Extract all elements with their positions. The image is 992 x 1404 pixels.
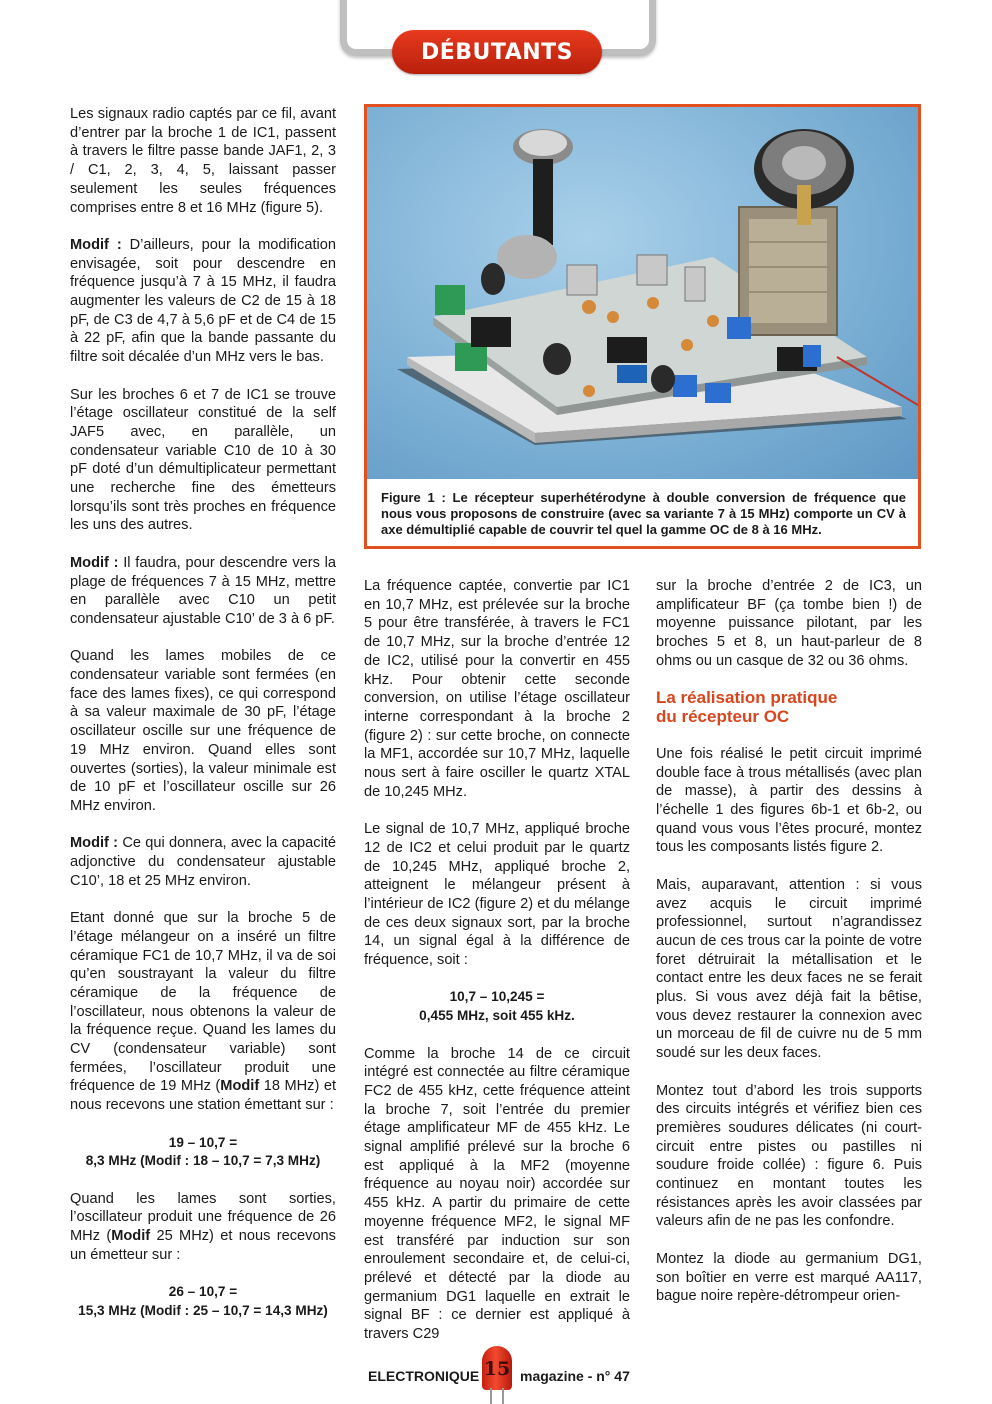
formula [70, 1134, 336, 1171]
magazine-name: ELECTRONIQUE [368, 1368, 480, 1384]
led-leg [502, 1388, 504, 1404]
formula-line: 8,3 MHz (Modif : 18 – 10,7 = 7,3 MHz) [85, 1153, 321, 1169]
section-heading [656, 689, 922, 726]
receiver-photo [367, 107, 918, 479]
paragraph-text: 18 MHz) et nous recevons une station émettant sur : [70, 1078, 337, 1114]
paragraph: Montez tout d’abord les trois supports des circuits intégrés et vérifiez bien ces premières soudures délicates (ni court-circuit entre pistes ou pastilles ni soudure froide collée) : figure 6. Puis continuez en montant toutes les résistances après les avoir classées par valeurs afin de ne pas les confondre. [656, 1082, 922, 1230]
paragraph: Mais, auparavant, attention : si vous avez acquis le circuit imprimé professionnel, surtout n’agrandissez aucun de ces trous car la pointe de votre foret détruirait la métallisation et le contact entre les deux faces ne se ferait plus. Si vous avez déjà fait la bêtise, vous devez restaurer la connexion avec un morceau de fil de cuivre nu de 5 mm soudé sur les deux faces. [656, 876, 922, 1062]
text-column-1 [70, 105, 336, 1321]
paragraph [70, 1190, 336, 1265]
formula-line: 10,7 – 10,245 = [449, 989, 545, 1005]
section-badge [392, 30, 602, 74]
paragraph [70, 236, 336, 367]
paragraph: sur la broche d’entrée 2 de IC3, un amplificateur BF (ça tombe bien !) de moyenne puissance pilotant, par les broches 5 et 8, un haut-parleur de 8 ohms ou un casque de 32 ou 36 ohms. [656, 578, 922, 669]
paragraph: Les signaux radio captés par ce fil, avant d’entrer par la broche 1 de IC1, passent à travers le filtre passe bande JAF1, 2, 3 / C1, 2, 3, 4, 5, laissant passer seulement les seules fréquences comprises entre 8 et 16 MHz (figure 5). [70, 106, 336, 216]
paragraph-text: Ce qui donnera, avec la capacité adjonctive du condensateur ajustable C10’, 18 et 25 MHz environ. [70, 835, 336, 889]
paragraph-text: D’ailleurs, pour la modification envisagée, soit pour descendre en fréquence jusqu’à 7 à 15 MHz, il faudra augmenter les valeurs de C2 de 15 à 18 pF, de C3 de 4,7 à 5,6 pF et de C4 de 15 à 22 pF, afin que la bande passante du filtre soit décalée d’un MHz vers le bas. [70, 236, 336, 366]
figure-caption: Figure 1 : Le récepteur superhétérodyne à double conversion de fréquence que nous vous proposons de construire (avec sa variante 7 à 15 MHz) comporte un CV à axe démultiplié capable de couvrir tel quel la gamme OC de 8 à 16 MHz. [381, 490, 906, 537]
paragraph: Le signal de 10,7 MHz, appliqué broche 12 de IC2 et celui produit par le quartz de 10,245 MHz, appliqué broche 2, atteignent le mélangeur présent à l’intérieur de IC2 (figure 2) et du mélange de ces deux signaux sort, par la broche 14, un signal égal à la différence de fréquence, soit : [364, 821, 630, 969]
formula-line: 26 – 10,7 = [168, 1284, 238, 1300]
formula-line: 0,455 MHz, soit 455 kHz. [419, 1008, 575, 1024]
formula [364, 988, 630, 1025]
paragraph [70, 909, 336, 1115]
paragraph: La fréquence captée, convertie par IC1 en 10,7 MHz, est prélevée sur la broche 5 pour être transférée, à travers le FC1 de 10,7 MHz, sur la broche d’entrée 12 de IC2, utilisé pour la convertir en 455 kHz. Pour obtenir cette seconde conversion, on utilise l’étage oscillateur interne correspondant à la broche 2 (figure 2) : sur cette broche, on connecte la MF1, accordée sur 10,7 MHz, laquelle nous sert à faire osciller le quartz XTAL de 10,245 MHz. [364, 578, 630, 800]
paragraph: Comme la broche 14 de ce circuit intégré est connectée au filtre céramique FC2 de 455 kHz, cette fréquence atteint la broche 7, soit l’entrée du premier étage amplificateur MF de 455 kHz. Le signal amplifié prélevé sur la broche 6 est appliqué à la MF2 (moyenne fréquence au noyau noir) accordée sur 455 kHz. A partir du primaire de cette moyenne fréquence MF2, le signal MF est transféré par induction sur son enroulement secondaire et, de celui-ci, prélevé et détecté par la diode au germanium DG1 laquelle en extrait le signal BF : ce dernier est appliqué à travers C29 [364, 1045, 630, 1343]
modif-label: Modif : [70, 236, 122, 253]
modif-label: Modif [111, 1228, 151, 1245]
modif-label: Modif : [70, 554, 119, 571]
modif-label: Modif : [70, 835, 119, 852]
text-column-3 [656, 577, 922, 1306]
paragraph-text: Etant donné que sur la broche 5 de l’étage mélangeur on a inséré un filtre céramique FC1 de 10,7 MHz, il va de soi qu’en soustrayant la valeur du filtre céramique de la fréquence de l’oscillateur, nous obtenons la valeur de la fréquence reçue. Quand les lames du CV (condensateur variable) sont fermées, l’oscillateur produit une fréquence de 19 MHz ( [70, 910, 336, 1095]
heading-line: La réalisation pratique [656, 688, 838, 708]
formula-line: 15,3 MHz (Modif : 25 – 10,7 = 14,3 MHz) [78, 1302, 328, 1318]
paragraph-text: Il faudra, pour descendre vers la plage de fréquences 7 à 15 MHz, mettre en parallèle avec C10 un petit condensateur ajustable C10’ de 3 à 6 pF. [70, 554, 336, 627]
magazine-issue: magazine - n° 47 [520, 1368, 630, 1384]
page-footer [0, 1330, 992, 1404]
paragraph: Quand les lames mobiles de ce condensateur variable sont fermées (en face des lames fixes), ce qui correspond à sa valeur maximale de 30 pF, l’étage oscillateur oscille sur une fréquence de 19 MHz environ. Quand elles sont ouvertes (sorties), la valeur minimale est de 10 pF et l’oscillateur oscille sur 26 MHz environ. [70, 648, 336, 814]
section-title: DÉBUTANTS [420, 39, 573, 65]
led-leg [490, 1388, 492, 1404]
paragraph: Sur les broches 6 et 7 de IC1 se trouve l’étage oscillateur constitué de la self JAF5 avec, en parallèle, un condensateur variable C10 de 10 à 30 pF doté d’un démultiplicateur permettant une recherche fine des émetteurs lorsqu’ils sont très proches en fréquence les uns des autres. [70, 386, 336, 534]
pcb-illustration [367, 107, 918, 479]
paragraph-text: Quand les lames sont sorties, l’oscillateur produit une fréquence de 26 MHz ( [70, 1190, 336, 1245]
text-column-2 [364, 577, 630, 1344]
paragraph: Montez la diode au germanium DG1, son boîtier en verre est marqué AA117, bague noire repère-détrompeur orien- [656, 1250, 922, 1305]
issue-number: 15 [483, 1358, 511, 1380]
heading-line: du récepteur OC [656, 706, 790, 726]
modif-label: Modif [220, 1078, 260, 1095]
paragraph [70, 834, 336, 890]
paragraph [70, 554, 336, 629]
formula-line: 19 – 10,7 = [168, 1134, 238, 1150]
led-page-number-icon [482, 1346, 512, 1390]
formula [70, 1283, 336, 1320]
figure-1 [364, 104, 921, 549]
paragraph: Une fois réalisé le petit circuit imprimé double face à trous métallisés (avec plan de masse), à partir des dessins à l’échelle 1 des figures 6b-1 et 6b-2, ou quand vous vous l’êtes procuré, montez tous les composants listés figure 2. [656, 745, 922, 856]
paragraph-text: 25 MHz) et nous recevons un émetteur sur : [70, 1228, 336, 1263]
